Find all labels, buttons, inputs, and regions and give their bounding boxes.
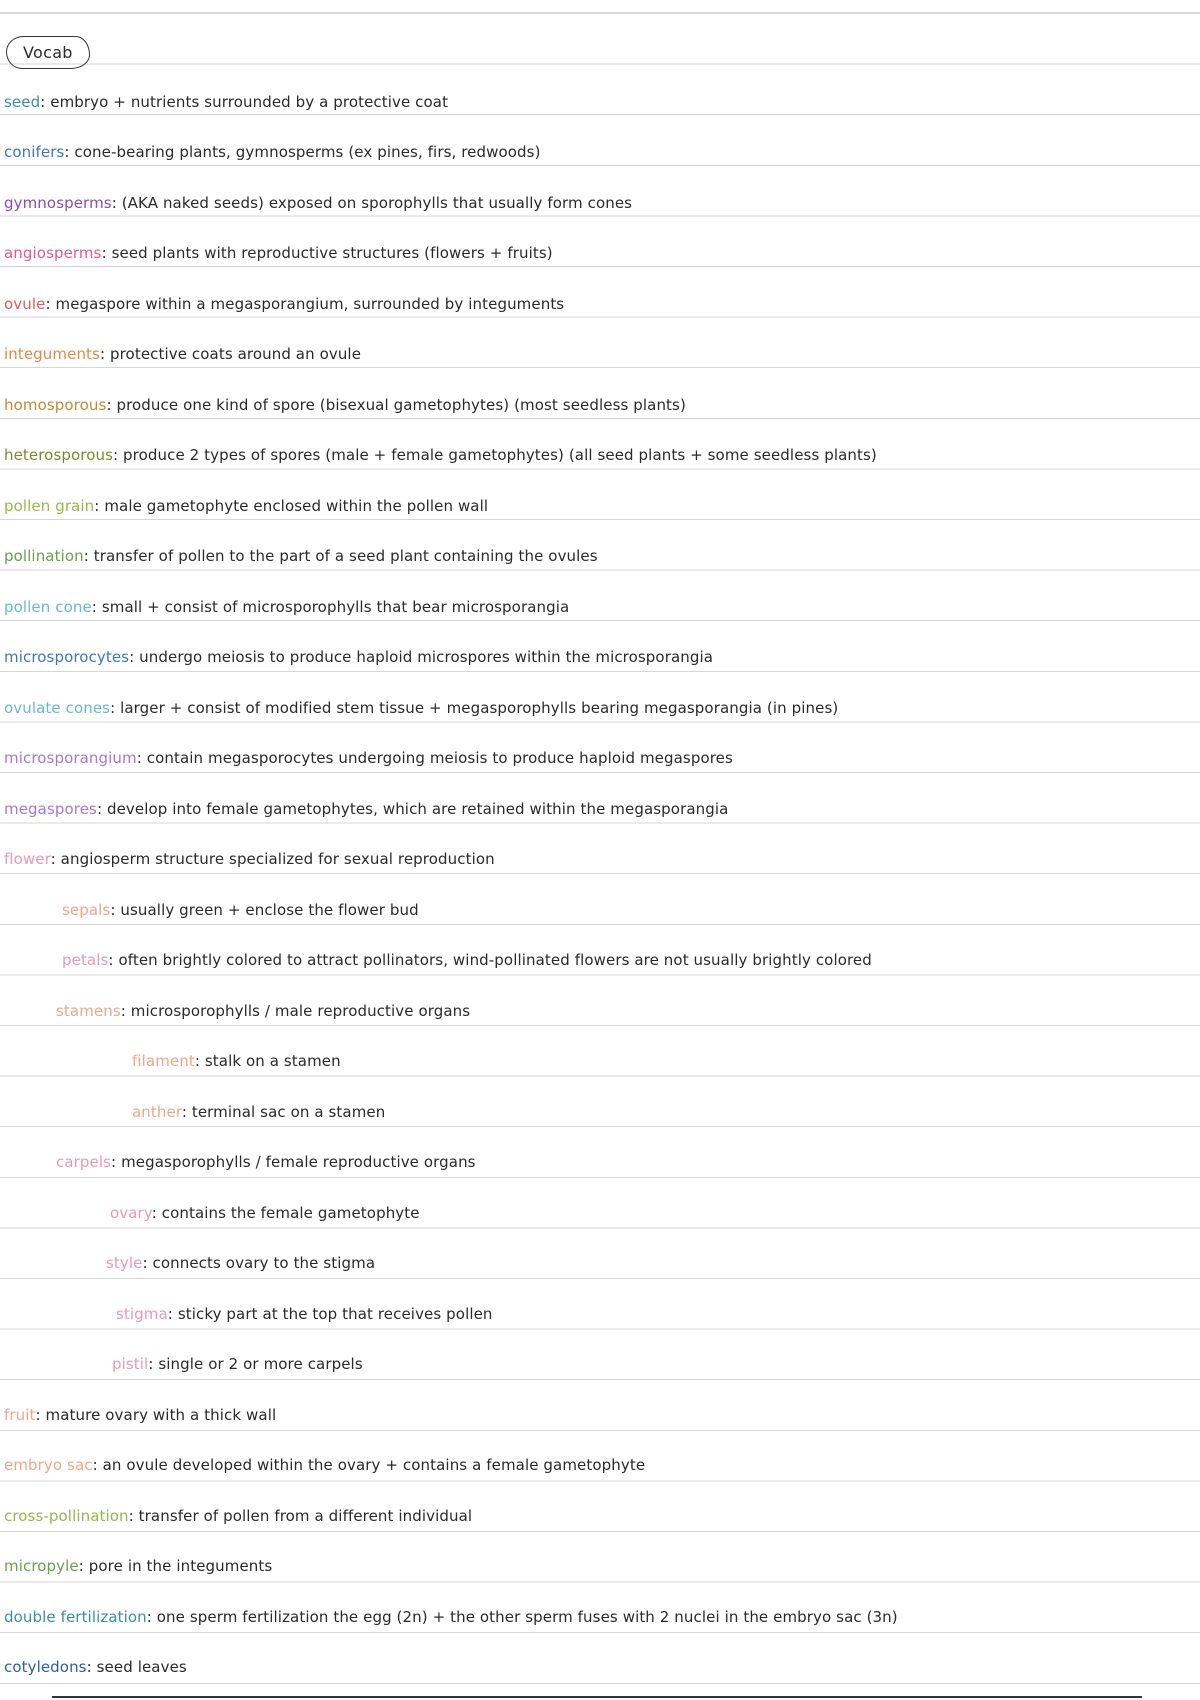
vocab-entry-style — [106, 1250, 375, 1276]
vocab-term: stamens — [56, 1002, 121, 1020]
vocab-term: cotyledons — [4, 1658, 87, 1676]
top-rule — [0, 12, 1200, 13]
vocab-entry-stamens — [56, 998, 470, 1024]
vocab-term: gymnosperms — [4, 194, 112, 212]
vocab-entry-double-fertilization — [4, 1604, 898, 1630]
vocab-term: megaspores — [4, 800, 97, 818]
page-title: Vocab — [6, 36, 90, 69]
vocab-entry-pistil — [112, 1351, 363, 1377]
vocab-entry-anther — [132, 1099, 385, 1125]
vocab-separator: : — [113, 446, 119, 464]
vocab-term: pollination — [4, 547, 84, 565]
vocab-separator: : — [148, 1355, 154, 1373]
vocab-term: pistil — [112, 1355, 149, 1373]
vocab-separator: : — [129, 648, 135, 666]
vocab-separator: : — [110, 699, 116, 717]
vocab-entry-angiosperms — [4, 240, 553, 266]
vocab-definition: mature ovary with a thick wall — [45, 1406, 277, 1424]
vocab-entry-pollen-grain — [4, 493, 488, 519]
vocab-separator: : — [110, 901, 116, 919]
vocab-definition: an ovule developed within the ovary + contains a female gametophyte — [102, 1456, 646, 1474]
vocab-term: pollen grain — [4, 497, 95, 515]
vocab-separator: : — [151, 1204, 157, 1222]
vocab-separator: : — [86, 1658, 92, 1676]
vocab-entry-microsporangium — [4, 745, 733, 771]
vocab-separator: : — [120, 1002, 126, 1020]
vocab-separator: : — [50, 850, 56, 868]
vocab-entry-micropyle — [4, 1553, 272, 1579]
vocab-term: integuments — [4, 345, 100, 363]
vocab-separator: : — [128, 1507, 134, 1525]
vocab-definition: seed leaves — [96, 1658, 187, 1676]
vocab-term: pollen cone — [4, 598, 92, 616]
vocab-separator: : — [83, 547, 89, 565]
vocab-definition: male gametophyte enclosed within the pollen wall — [104, 497, 489, 515]
vocab-entry-carpels — [56, 1149, 476, 1175]
vocab-term: double fertilization — [4, 1608, 147, 1626]
bottom-rule — [52, 1696, 1142, 1698]
vocab-separator: : — [40, 93, 46, 111]
vocab-definition: seed plants with reproductive structures (flowers + fruits) — [111, 244, 553, 262]
vocab-definition: usually green + enclose the flower bud — [120, 901, 419, 919]
vocab-entry-sepals — [62, 897, 419, 923]
vocab-separator: : — [142, 1254, 148, 1272]
vocab-definition: pore in the integuments — [88, 1557, 273, 1575]
vocab-definition: develop into female gametophytes, which are retained within the megasporangia — [106, 800, 729, 818]
vocab-separator: : — [64, 143, 70, 161]
vocab-definition: sticky part at the top that receives pollen — [177, 1305, 493, 1323]
vocab-entry-homosporous — [4, 392, 686, 418]
vocab-separator: : — [91, 598, 97, 616]
vocab-definition: contain megasporocytes undergoing meiosis to produce haploid megaspores — [146, 749, 733, 767]
vocab-definition: transfer of pollen to the part of a seed plant containing the ovules — [93, 547, 598, 565]
vocab-separator: : — [111, 1153, 117, 1171]
vocab-definition: angiosperm structure specialized for sexual reproduction — [60, 850, 495, 868]
vocab-term: ovulate cones — [4, 699, 111, 717]
vocab-term: stigma — [116, 1305, 168, 1323]
vocab-definition: single or 2 or more carpels — [158, 1355, 363, 1373]
vocab-separator: : — [111, 194, 117, 212]
vocab-term: heterosporous — [4, 446, 114, 464]
vocab-entry-pollen-cone — [4, 594, 569, 620]
vocab-term: carpels — [56, 1153, 112, 1171]
vocab-definition: one sperm fertilization the egg (2n) + the other sperm fuses with 2 nuclei in the embryo sac (3n) — [156, 1608, 898, 1626]
vocab-entry-cotyledons — [4, 1654, 187, 1680]
vocab-term: ovary — [110, 1204, 152, 1222]
vocab-term: sepals — [62, 901, 111, 919]
vocab-term: microsporocytes — [4, 648, 130, 666]
vocab-separator: : — [181, 1103, 187, 1121]
vocab-definition: contains the female gametophyte — [161, 1204, 420, 1222]
vocab-entry-ovary — [110, 1200, 420, 1226]
vocab-term: homosporous — [4, 396, 107, 414]
vocab-term: angiosperms — [4, 244, 102, 262]
vocab-entry-petals — [62, 947, 872, 973]
vocab-entry-cross-pollination — [4, 1503, 472, 1529]
vocab-entry-ovulate-cones — [4, 695, 838, 721]
vocab-term: conifers — [4, 143, 65, 161]
vocab-definition: produce 2 types of spores (male + female gametophytes) (all seed plants + some seedless plants) — [123, 446, 877, 464]
vocab-definition: connects ovary to the stigma — [152, 1254, 376, 1272]
vocab-separator: : — [146, 1608, 152, 1626]
vocab-separator: : — [101, 244, 107, 262]
vocab-definition: embryo + nutrients surrounded by a protective coat — [50, 93, 449, 111]
vocab-separator: : — [96, 800, 103, 818]
vocab-definition: megaspore within a megasporangium, surrounded by integuments — [55, 295, 565, 313]
vocab-term: embryo sac — [4, 1456, 93, 1474]
vocab-definition: often brightly colored to attract pollinators, wind-pollinated flowers are not usually brightly colored — [118, 951, 872, 969]
vocab-term: micropyle — [4, 1557, 79, 1575]
vocab-term: fruit — [4, 1406, 36, 1424]
vocab-definition: terminal sac on a stamen — [191, 1103, 386, 1121]
vocab-separator: : — [35, 1406, 41, 1424]
vocab-definition: transfer of pollen from a different individual — [138, 1507, 473, 1525]
vocab-entry-integuments — [4, 341, 361, 367]
vocab-definition: megasporophylls / female reproductive organs — [121, 1153, 476, 1171]
vocab-definition: small + consist of microsporophylls that bear microsporangia — [101, 598, 570, 616]
vocab-entry-seed — [4, 89, 448, 115]
vocab-entry-filament — [132, 1048, 341, 1074]
vocab-entry-pollination — [4, 543, 598, 569]
vocab-definition: protective coats around an ovule — [110, 345, 362, 363]
vocab-entry-microsporocytes — [4, 644, 713, 670]
vocab-entry-ovule — [4, 291, 564, 317]
vocab-term: flower — [4, 850, 51, 868]
vocab-separator: : — [94, 497, 100, 515]
vocab-definition: microsporophylls / male reproductive organs — [130, 1002, 471, 1020]
vocab-separator: : — [45, 295, 51, 313]
vocab-term: petals — [62, 951, 109, 969]
vocab-entry-flower — [4, 846, 495, 872]
vocab-term: microsporangium — [4, 749, 137, 767]
vocab-entry-heterosporous — [4, 442, 877, 468]
vocab-term: filament — [132, 1052, 195, 1070]
vocab-separator: : — [167, 1305, 173, 1323]
vocab-term: style — [106, 1254, 143, 1272]
vocab-entry-megaspores — [4, 796, 728, 822]
vocab-entry-stigma — [116, 1301, 493, 1327]
vocab-definition: larger + consist of modified stem tissue + megasporophylls bearing megasporangia (in pines) — [120, 699, 839, 717]
vocab-separator: : — [78, 1557, 84, 1575]
vocab-separator: : — [136, 749, 142, 767]
vocab-entry-gymnosperms — [4, 190, 632, 216]
vocab-definition: cone-bearing plants, gymnosperms (ex pines, firs, redwoods) — [74, 143, 541, 161]
vocab-separator: : — [99, 345, 106, 363]
vocab-separator: : — [106, 396, 112, 414]
vocab-term: anther — [132, 1103, 182, 1121]
vocab-entry-embryo-sac — [4, 1452, 645, 1478]
vocab-definition: (AKA naked seeds) exposed on sporophylls that usually form cones — [121, 194, 633, 212]
vocab-separator: : — [194, 1052, 200, 1070]
vocab-definition: produce one kind of spore (bisexual gametophytes) (most seedless plants) — [116, 396, 686, 414]
vocab-term: seed — [4, 93, 41, 111]
vocab-term: cross-pollination — [4, 1507, 129, 1525]
vocab-separator: : — [108, 951, 114, 969]
vocab-separator: : — [92, 1456, 98, 1474]
vocab-entry-conifers — [4, 139, 541, 165]
vocab-definition: undergo meiosis to produce haploid microspores within the microsporangia — [139, 648, 714, 666]
vocab-definition: stalk on a stamen — [204, 1052, 341, 1070]
vocab-entry-fruit — [4, 1402, 276, 1428]
vocab-term: ovule — [4, 295, 46, 313]
